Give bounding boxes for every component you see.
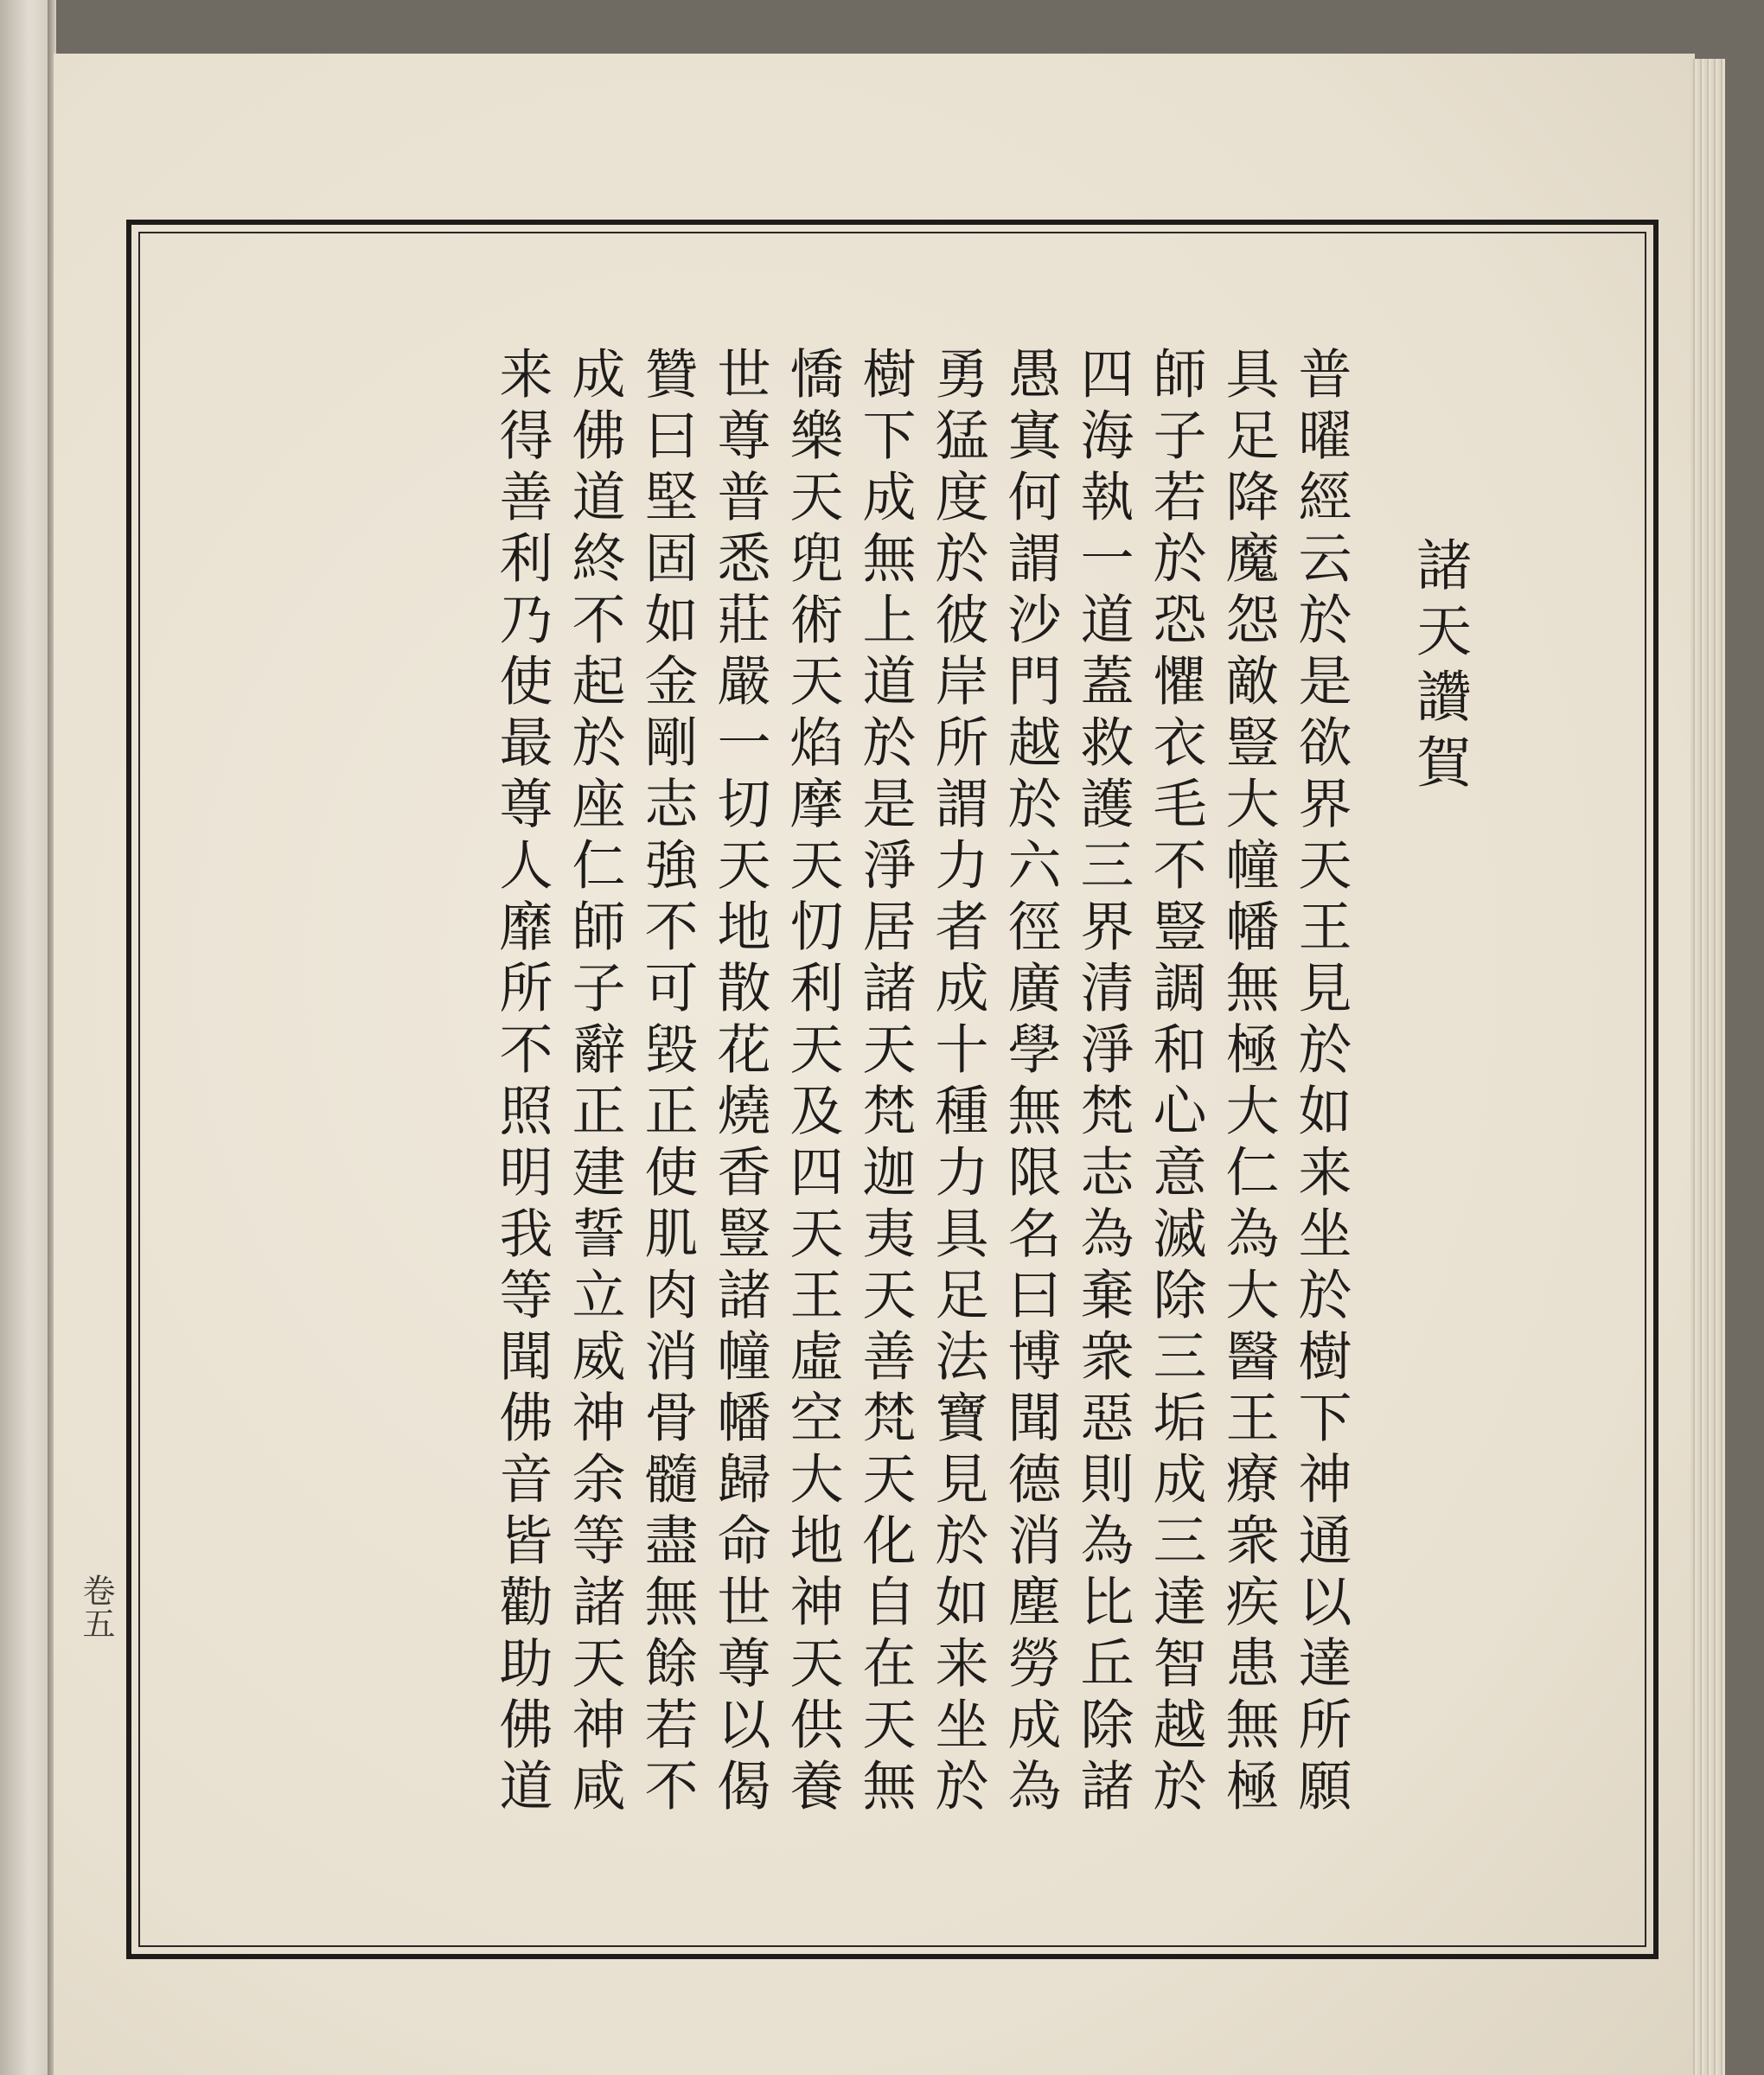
text-column: 勇猛度於彼岸所謂力者成十種力具足法寶見於如来坐於 [926, 346, 989, 1819]
page-stack-edge [1690, 59, 1725, 2075]
text-column: 来得善利乃使最尊人靡所不照明我等聞佛音皆勸助佛道 [490, 346, 553, 1819]
text-column: 贊曰堅固如金剛志強不可毀正使肌肉消骨髓盡無餘若不 [636, 346, 699, 1819]
text-column: 四海執一道蓋救護三界清淨梵志為棄衆惡則為比丘除諸 [1071, 346, 1134, 1819]
text-column: 具足降魔怨敵豎大幢幡無極大仁為大醫王療衆疾患無極 [1217, 346, 1280, 1819]
book-spine [0, 0, 54, 2075]
section-title: 諸天讚賀 [1407, 536, 1471, 799]
text-column: 世尊普悉莊嚴一切天地散花燒香豎諸幢幡歸命世尊以偈 [708, 346, 771, 1819]
text-column: 憍樂天兜術天焰摩天忉利天及四天王虛空大地神天供養 [781, 346, 844, 1819]
text-column: 普曜經云於是欲界天王見於如来坐於樹下神通以達所願 [1289, 346, 1352, 1819]
margin-note: 卷五 [77, 1574, 115, 1639]
text-block [322, 346, 1532, 1850]
text-column: 樹下成無上道於是淨居諸天梵迦夷天善梵天化自在天無 [853, 346, 917, 1819]
text-column: 成佛道終不起於座仁師子辭正建誓立威神余等諸天神咸 [563, 346, 626, 1819]
text-column: 師子若於恐懼衣毛不豎調和心意滅除三垢成三達智越於 [1144, 346, 1207, 1819]
text-column: 愚寘何謂沙門越於六徑廣學無限名曰博聞德消塵勞成為 [999, 346, 1062, 1819]
